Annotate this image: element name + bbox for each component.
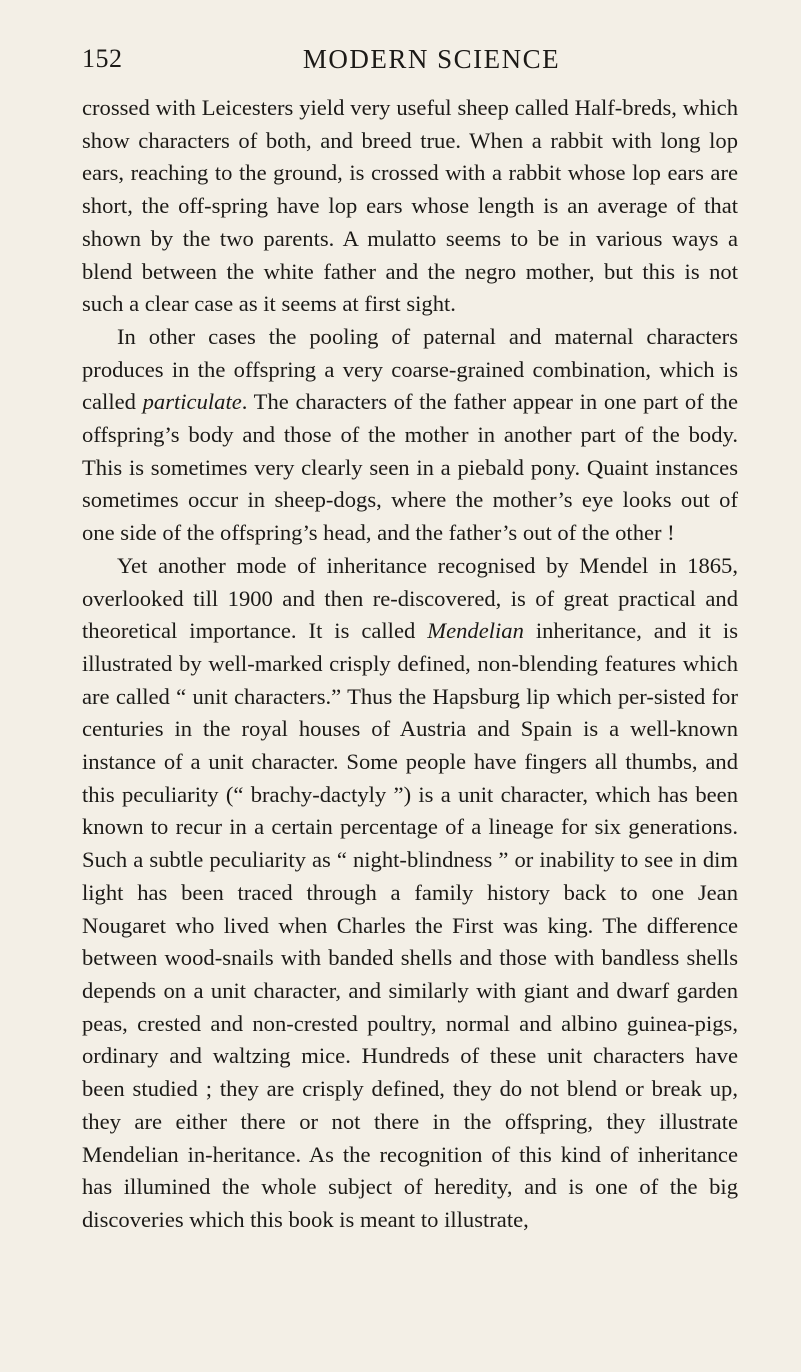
body-text: [82, 92, 738, 1237]
page-header: [82, 44, 741, 84]
italic-term-mendelian: Mendelian: [427, 618, 524, 644]
paragraph-text: . The characters of the father appear in one part of the offspring’s body and those of the mother in another part of the body. This is sometimes very clearly seen in a piebald pony. Quaint instances sometimes occur in sheep-dogs, where the mother’s eye looks out of one side of the offspring’s head, and the father’s out of the other !: [82, 389, 738, 546]
page-number: 152: [82, 44, 123, 73]
paragraph-particulate: [82, 321, 738, 550]
paragraph-text: inheritance, and it is illustrated by well-marked crisply defined, non-blending features which are called “ unit characters.” Thus the Hapsburg lip which per-sisted for centuries in the royal houses of Austria and Spain is a well-known instance of a unit character. Some people have fingers all thumbs, and this peculiarity (“ brachy-dactyly ”) is a unit character, which has been known to recur in a certain percentage of a lineage for six generations. Such a subtle peculiarity as “ night-blindness ” or inability to see in dim light has been traced through a family history back to one Jean Nougaret who lived when Charles the First was king. The difference between wood-snails with banded shells and those with bandless shells depends on a unit character, and similarly with giant and dwarf garden peas, crested and non-crested poultry, normal and albino guinea-pigs, ordinary and waltzing mice. Hundreds of these unit characters have been studied ; they are crisply defined, they do not blend or break up, they are either there or not there in the offspring, they illustrate Mendelian in-heritance. As the recognition of this kind of inheritance has illumined the whole subject of heredity, and is one of the big discoveries which this book is meant to illustrate,: [82, 618, 738, 1232]
italic-term-particulate: particulate: [142, 389, 242, 415]
paragraph-mendelian: [82, 550, 738, 1237]
paragraph-text: crossed with Leicesters yield very useful sheep called Half-breds, which show characters of both, and breed true. When a rabbit with long lop ears, reaching to the ground, is crossed with a rabbit whose lop ears are short, the off-spring have lop ears whose length is an average of that shown by the two parents. A mulatto seems to be in various ways a blend between the white father and the negro mother, but this is not such a clear case as it seems at first sight.: [82, 95, 738, 317]
running-head: MODERN SCIENCE: [302, 44, 561, 74]
paragraph-continuation: [82, 92, 738, 321]
paragraph-text: Yet another mode of inheritance recognised by Mendel in 1865, overlooked till 1900 and then re-discovered, is of great practical and theoretical importance. It is called: [82, 552, 738, 644]
paragraph-text: In other cases the pooling of paternal and maternal characters produces in the offspring a very coarse-grained combination, which is called: [82, 323, 738, 415]
